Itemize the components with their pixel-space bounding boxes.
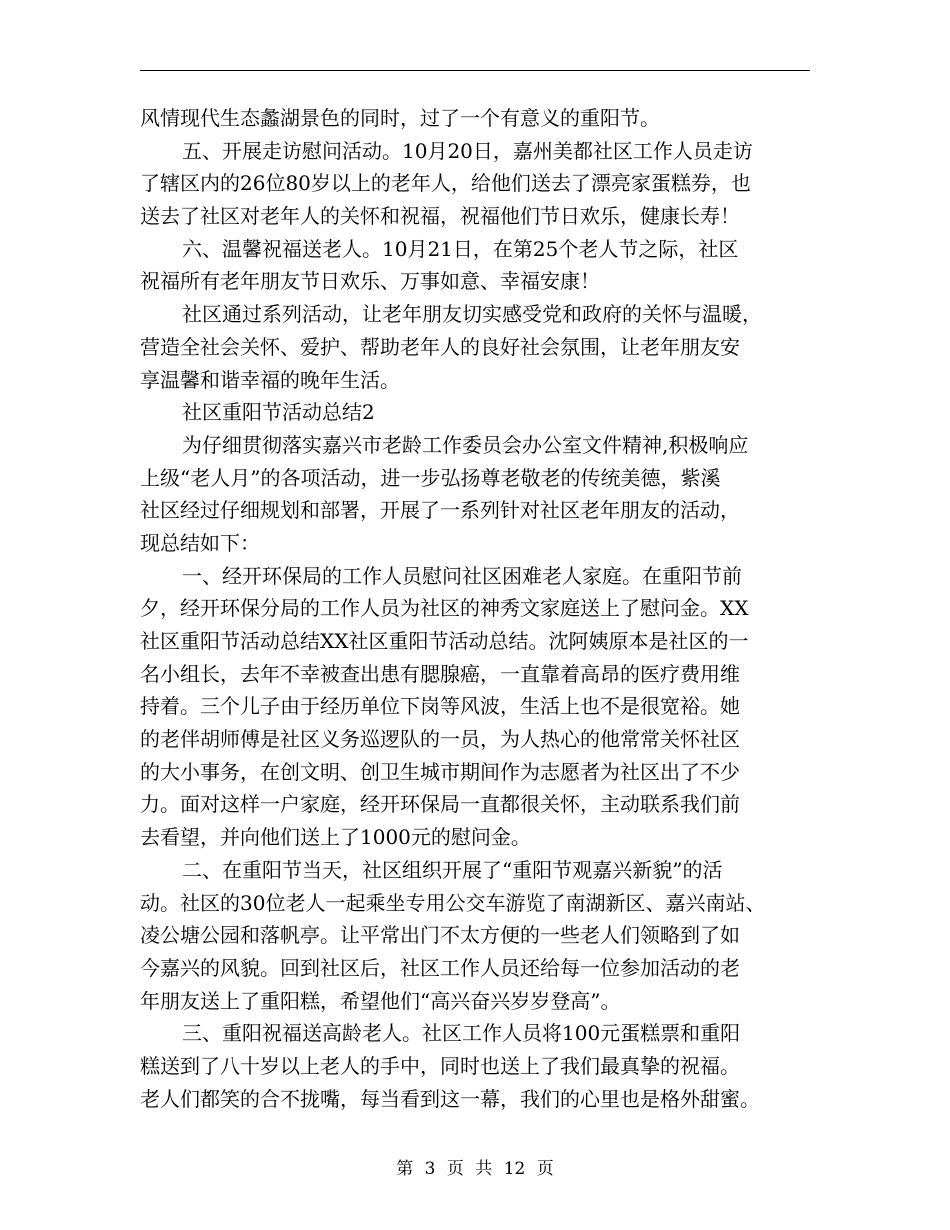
text-line: 社区重阳节活动总结XX社区重阳节活动总结。沈阿姨原本是社区的一 xyxy=(140,629,749,653)
text-line: 风情现代生态蠡湖景色的同时，过了一个有意义的重阳节。 xyxy=(140,106,660,130)
text-line: 社区通过系列活动，让老年朋友切实感受党和政府的关怀与温暖， xyxy=(182,302,762,327)
text-line: 年朋友送上了重阳糕，希望他们“高兴奋兴岁岁登高”。 xyxy=(140,988,621,1013)
text-line: 老人们都笑的合不拢嘴，每当看到这一幕，我们的心里也是格外甜蜜。 xyxy=(140,1086,760,1111)
document-body xyxy=(140,102,812,1115)
text-line: 夕，经开环保分局的工作人员为社区的神秀文家庭送上了慰问金。XX xyxy=(140,596,749,621)
text-line: 五、开展走访慰问活动。10月20日，嘉州美都社区工作人员走访 xyxy=(182,138,753,163)
text-line: 一、经开环保局的工作人员慰问社区困难老人家庭。在重阳节前 xyxy=(182,563,742,588)
page-footer: 第 3 页 共 12 页 xyxy=(396,1159,554,1179)
header-rule xyxy=(140,70,810,71)
text-line: 名小组长，去年不幸被查出患有腮腺癌，一直靠着高昂的医疗费用维 xyxy=(140,661,740,686)
text-line: 去看望，并向他们送上了1000元的慰问金。 xyxy=(140,825,531,850)
text-line: 动。社区的30位老人一起乘坐专用公交车游览了南湖新区、嘉兴南站、 xyxy=(140,890,766,915)
text-line: 上级“老人月”的各项活动，进一步弘扬尊老敬老的传统美德，紫溪 xyxy=(140,465,721,490)
text-line: 社区经过仔细规划和部署，开展了一系列针对社区老年朋友的活动， xyxy=(140,498,740,523)
text-line: 营造全社会关怀、爱护、帮助老年人的良好社会氛围，让老年朋友安 xyxy=(140,334,740,359)
text-line: 三、重阳祝福送高龄老人。社区工作人员将100元蛋糕票和重阳 xyxy=(182,1021,741,1046)
text-line: 今嘉兴的风貌。回到社区后，社区工作人员还给每一位参加活动的老 xyxy=(140,955,740,980)
text-line: 二、在重阳节当天，社区组织开展了“重阳节观嘉兴新貌”的活 xyxy=(182,857,723,882)
text-line: 糕送到了八十岁以上老人的手中，同时也送上了我们最真挚的祝福。 xyxy=(140,1053,740,1078)
text-line: 凌公塘公园和落帆亭。让平常出门不太方便的一些老人们领略到了如 xyxy=(140,923,740,948)
text-line: 的老伴胡师傅是社区义务巡逻队的一员，为人热心的他常常关怀社区 xyxy=(140,727,740,752)
text-line: 持着。三个儿子由于经历单位下岗等风波，生活上也不是很宽裕。她 xyxy=(140,694,740,719)
text-line: 社区重阳节活动总结2 xyxy=(182,400,375,425)
text-line: 的大小事务，在创文明、创卫生城市期间作为志愿者为社区出了不少 xyxy=(140,759,740,784)
text-line: 送去了社区对老年人的关怀和祝福，祝福他们节日欢乐，健康长寿！ xyxy=(140,204,740,229)
text-line: 享温馨和谐幸福的晚年生活。 xyxy=(140,367,400,392)
text-line: 力。面对这样一户家庭，经开环保局一直都很关怀，主动联系我们前 xyxy=(140,792,740,817)
text-line: 为仔细贯彻落实嘉兴市老龄工作委员会办公室文件精神,积极响应 xyxy=(182,432,749,457)
text-line: 现总结如下： xyxy=(140,530,260,555)
text-line: 了辖区内的26位80岁以上的老年人，给他们送去了漂亮家蛋糕券，也 xyxy=(140,171,751,196)
text-line: 六、温馨祝福送老人。10月21日，在第25个老人节之际，社区 xyxy=(182,236,739,261)
text-line: 祝福所有老年朋友节日欢乐、万事如意、幸福安康！ xyxy=(140,269,600,294)
